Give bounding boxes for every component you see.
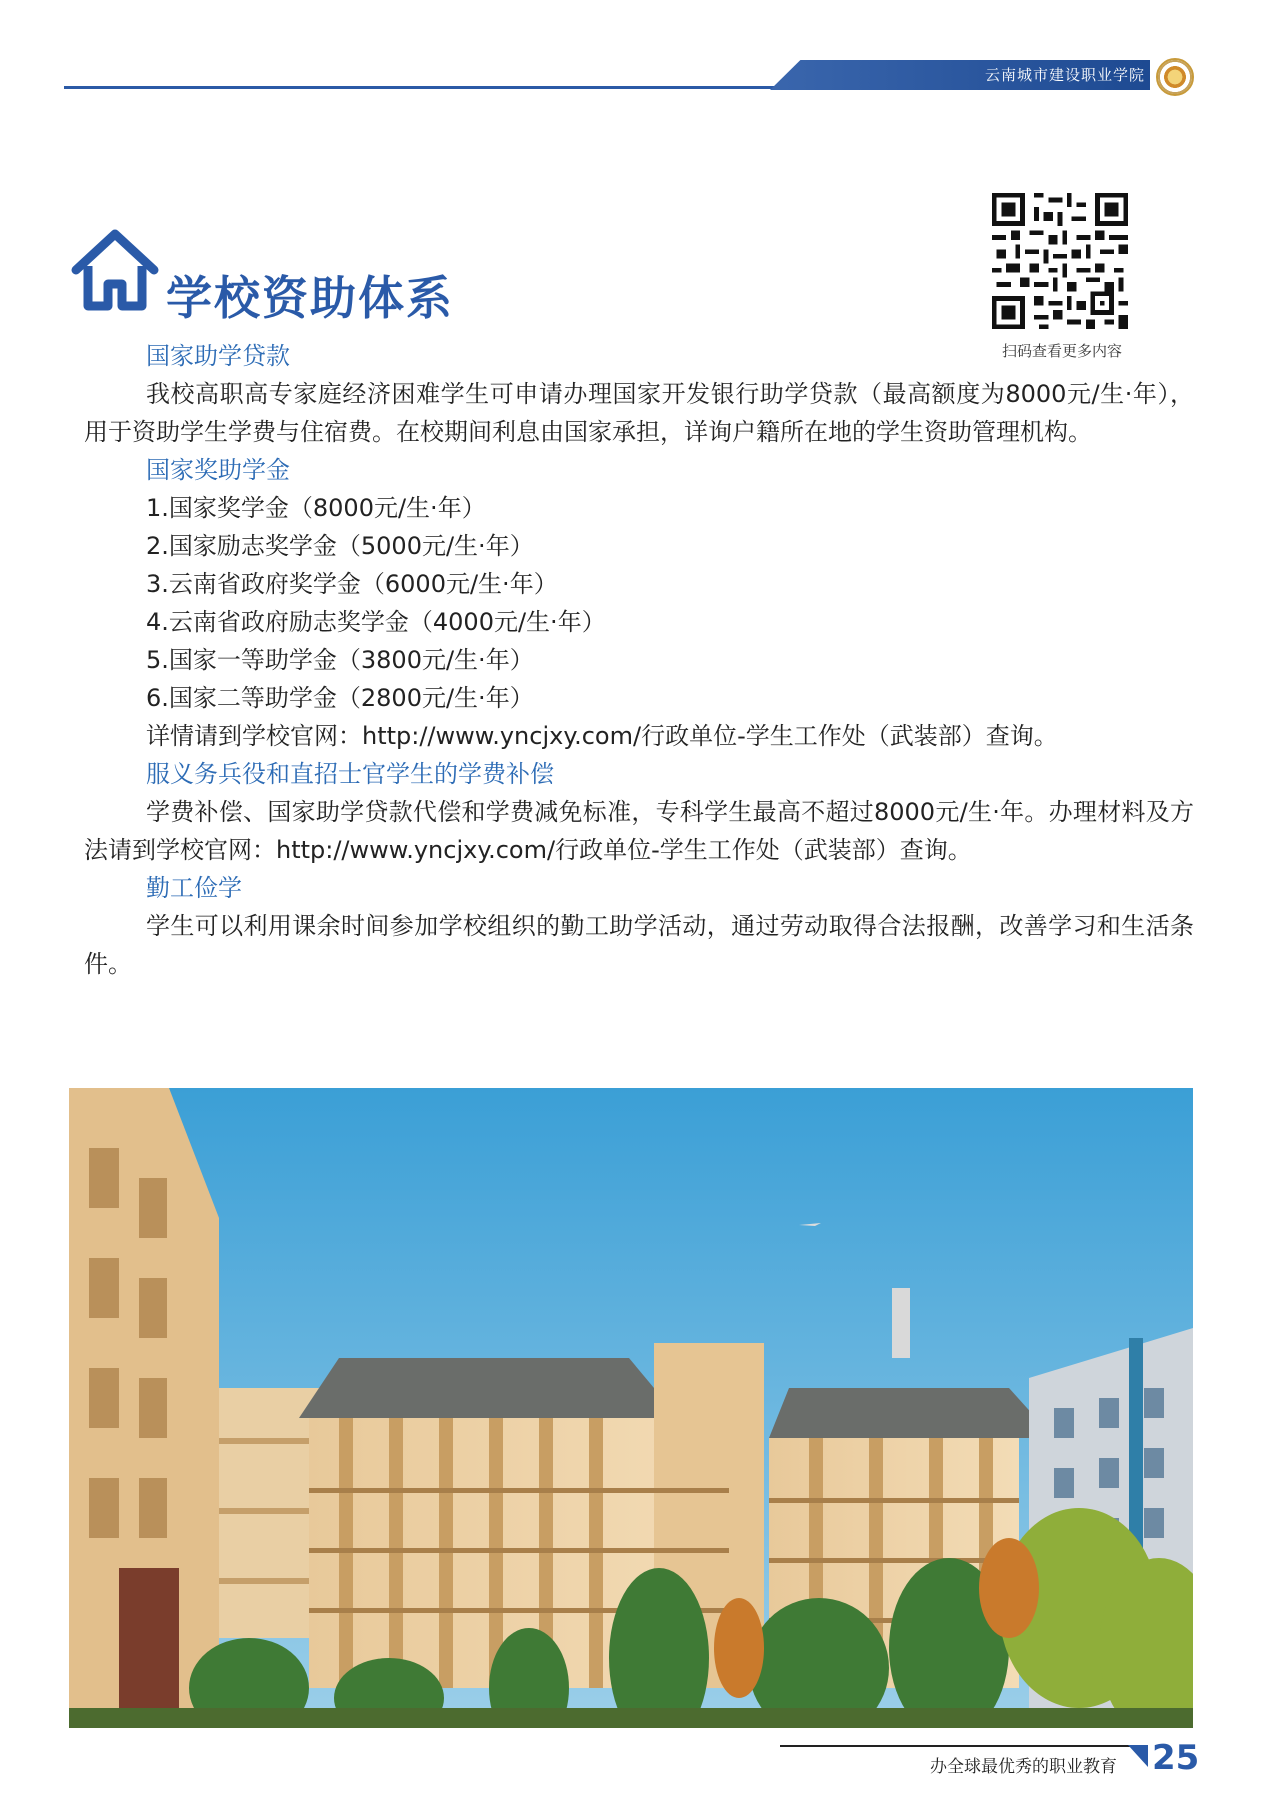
article-body bbox=[84, 337, 1194, 983]
qr-code[interactable] bbox=[992, 193, 1128, 329]
school-logo bbox=[1156, 58, 1194, 96]
list-item: 5.国家一等助学金（3800元/生·年） bbox=[146, 646, 534, 674]
scholarship-note: 详情请到学校官网：http://www.yncjxy.com/行政单位-学生工作处（武装部）查询。 bbox=[146, 722, 1058, 750]
header-rule bbox=[64, 86, 784, 89]
list-item: 1.国家奖学金（8000元/生·年） bbox=[146, 494, 486, 522]
page-title: 学校资助体系 bbox=[166, 271, 454, 325]
section-heading-scholarship: 国家奖助学金 bbox=[146, 456, 290, 484]
footer-triangle bbox=[1128, 1745, 1148, 1767]
list-item: 4.云南省政府励志奖学金（4000元/生·年） bbox=[146, 608, 606, 636]
paragraph-workstudy: 学生可以利用课余时间参加学校组织的勤工助学活动，通过劳动取得合法报酬，改善学习和生活条件。 bbox=[84, 912, 1194, 978]
paragraph-loan: 我校高职高专家庭经济困难学生可申请办理国家开发银行助学贷款（最高额度为8000元/生·年），用于资助学生学费与住宿费。在校期间利息由国家承担，详询户籍所在地的学生资助管理机构。 bbox=[84, 380, 1194, 446]
paragraph-military: 学费补偿、国家助学贷款代偿和学费减免标准，专科学生最高不超过8000元/生·年。办理材料及方法请到学校官网：http://www.yncjxy.com/行政单位-学生工作处（武装部）查询。 bbox=[84, 798, 1194, 864]
house-icon bbox=[68, 226, 162, 312]
section-heading-workstudy: 勤工俭学 bbox=[146, 874, 242, 902]
campus-photo bbox=[69, 1088, 1193, 1728]
page-number: 25 bbox=[1152, 1738, 1200, 1778]
footer-rule bbox=[780, 1745, 1148, 1747]
list-item: 3.云南省政府奖学金（6000元/生·年） bbox=[146, 570, 558, 598]
qr-caption: 扫码查看更多内容 bbox=[1001, 342, 1122, 360]
school-name: 云南城市建设职业学院 bbox=[985, 66, 1146, 84]
section-heading-military: 服义务兵役和直招士官学生的学费补偿 bbox=[146, 760, 554, 788]
list-item: 2.国家励志奖学金（5000元/生·年） bbox=[146, 532, 534, 560]
footer-slogan: 办全球最优秀的职业教育 bbox=[930, 1757, 1117, 1777]
section-heading-loan: 国家助学贷款 bbox=[146, 342, 290, 370]
list-item: 6.国家二等助学金（2800元/生·年） bbox=[146, 684, 534, 712]
